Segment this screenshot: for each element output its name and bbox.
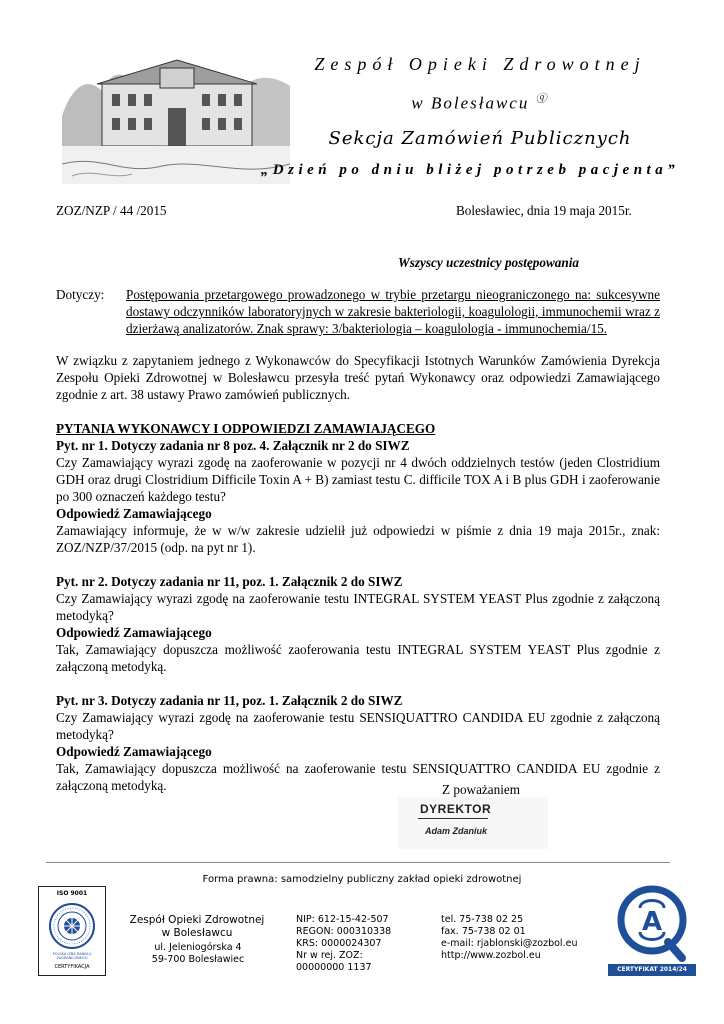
- question-heading: Pyt. nr 3. Dotyczy zadania nr 11, poz. 1. Załącznik 2 do SIWZ: [56, 693, 403, 708]
- motto: „Dzień po dniu bliżej potrzeb pacjenta”: [260, 162, 680, 178]
- section-title: Sekcja Zamówień Publicznych: [328, 128, 632, 149]
- signature-title: DYREKTOR: [420, 802, 492, 816]
- question-1: [56, 437, 660, 556]
- answer-heading: Odpowiedź Zamawiającego: [56, 506, 212, 521]
- question-2: [56, 573, 660, 675]
- question-3: [56, 692, 660, 794]
- footer-zoz-label: Nr w rej. ZOZ:: [296, 950, 363, 961]
- regarding-block: [56, 286, 660, 337]
- footer-street: ul. Jeleniogórska 4: [154, 942, 242, 953]
- footer-regon: REGON: 000310338: [296, 926, 392, 937]
- reference-number: ZOZ/NZP / 44 /2015: [56, 203, 167, 218]
- iso-label: ISO 9001: [56, 890, 88, 897]
- org-city: [300, 90, 660, 114]
- question-text: Czy Zamawiający wyrazi zgodę na zaoferowanie testu INTEGRAL SYSTEM YEAST Plus zgodnie z załączoną metodyką?: [56, 591, 660, 623]
- question-text: Czy Zamawiający wyrazi zgodę na zaoferowanie testu SENSIQUATTRO CANDIDA EU zgodnie z załączoną metodyką?: [56, 710, 660, 742]
- footer-divider: [46, 862, 670, 863]
- question-heading: Pyt. nr 1. Dotyczy zadania nr 8 poz. 4. Załącznik nr 2 do SIWZ: [56, 438, 410, 453]
- org-name: Zespół Opieki Zdrowotnej: [314, 54, 646, 74]
- footer-postcode: 59-700 Bolesławiec: [151, 954, 245, 965]
- regarding-text: Postępowania przetargowego prowadzonego w trybie przetargu nieograniczonego na: sukcesywne dostawy odczynników laboratoryjnych w zakresie bakteriologii, koagulologii, immunochemii wraz z dzierżawą analizatorów. Znak sprawy: 3/bakteriologia – koagulologia - immunochemia/15.: [126, 287, 660, 336]
- footer-address: [128, 942, 268, 966]
- closing: Z poważaniem: [442, 782, 520, 797]
- footer-org-name: [118, 914, 276, 940]
- q-cert-label: CERTYFIKAT 2014/24: [608, 964, 696, 976]
- footer-zoz-number: 00000000 1137: [296, 962, 372, 973]
- answer-text: Tak, Zamawiający dopuszcza możliwość na zaoferowanie testu SENSIQUATTRO CANDIDA EU zgodnie z załączoną metodyką.: [56, 761, 660, 793]
- question-heading: Pyt. nr 2. Dotyczy zadania nr 11, poz. 1. Załącznik 2 do SIWZ: [56, 574, 403, 589]
- footer-org-line2: w Bolesławcu: [161, 927, 233, 939]
- footer-phone: tel. 75-738 02 25: [441, 914, 524, 925]
- iso-seal-icon: [48, 902, 96, 950]
- signature-line: [418, 818, 488, 819]
- intro-paragraph: W związku z zapytaniem jednego z Wykonawców do Specyfikacji Istotnych Warunków Zamówienia Dyrekcja Zespołu Opieki Zdrowotnej w Bolesławcu przesyła treść pytań Wykonawcy oraz odpowiedzi Zamawiającego zgodnie z art. 38 ustawy Prawo zamówień publicznych.: [56, 353, 660, 402]
- footer-email[interactable]: e-mail: rjablonski@zozbol.eu: [441, 938, 578, 949]
- qa-section: [56, 420, 660, 794]
- footer-registration: [296, 914, 391, 974]
- iso-ring-text: POLSKA IZBA HANDLU ZAGRANICZNEGO: [52, 952, 92, 960]
- answer-text: Zamawiający informuje, że w w/w zakresie udzielił już odpowiedzi w piśmie z dnia 19 maja 2015r., znak: ZOZ/NZP/37/2015 (odp. na pyt nr 1).: [56, 523, 660, 555]
- signature-name: Adam Zdaniuk: [425, 826, 488, 836]
- quality-q-logo-icon: [612, 884, 692, 976]
- footer-contact: [441, 914, 577, 962]
- footer-fax: fax. 75-738 02 01: [441, 926, 526, 937]
- footer-website[interactable]: http://www.zozbol.eu: [441, 950, 541, 961]
- regarding-label: Dotyczy:: [56, 287, 105, 302]
- answer-heading: Odpowiedź Zamawiającego: [56, 625, 212, 640]
- answer-heading: Odpowiedź Zamawiającego: [56, 744, 212, 759]
- qa-title: PYTANIA WYKONAWCY I ODPOWIEDZI ZAMAWIAJĄCEGO: [56, 421, 436, 436]
- legal-form: Forma prawna: samodzielny publiczny zakład opieki zdrowotnej: [202, 874, 522, 885]
- footer-nip: NIP: 612-15-42-507: [296, 914, 389, 925]
- org-city-text: w Bolesławcu: [411, 93, 530, 113]
- iso-cert-label: CERTYFIKACJA: [54, 964, 90, 970]
- svg-text:A: A: [641, 907, 663, 937]
- question-text: Czy Zamawiający wyrazi zgodę na zaoferowanie w pozycji nr 4 dwóch oddzielnych testów (jeden Clostridium GDH oraz drugi Clostridium Difficile Toxin A + B) zamiast testu C. difficile TOX A i B plus GDH i zaoferowanie po 300 oznaczeń każdego testu?: [56, 455, 660, 504]
- letter-date: Bolesławiec, dnia 19 maja 2015r.: [456, 203, 632, 218]
- answer-text: Tak, Zamawiający dopuszcza możliwość zaoferowania testu INTEGRAL SYSTEM YEAST Plus zgodnie z załączoną metodyką.: [56, 642, 660, 674]
- footer-org-line1: Zespół Opieki Zdrowotnej: [129, 914, 265, 926]
- q-quality-mark-icon: ⓠ: [535, 93, 549, 105]
- footer-krs: KRS: 0000024307: [296, 938, 382, 949]
- addressee: Wszyscy uczestnicy postępowania: [398, 255, 579, 270]
